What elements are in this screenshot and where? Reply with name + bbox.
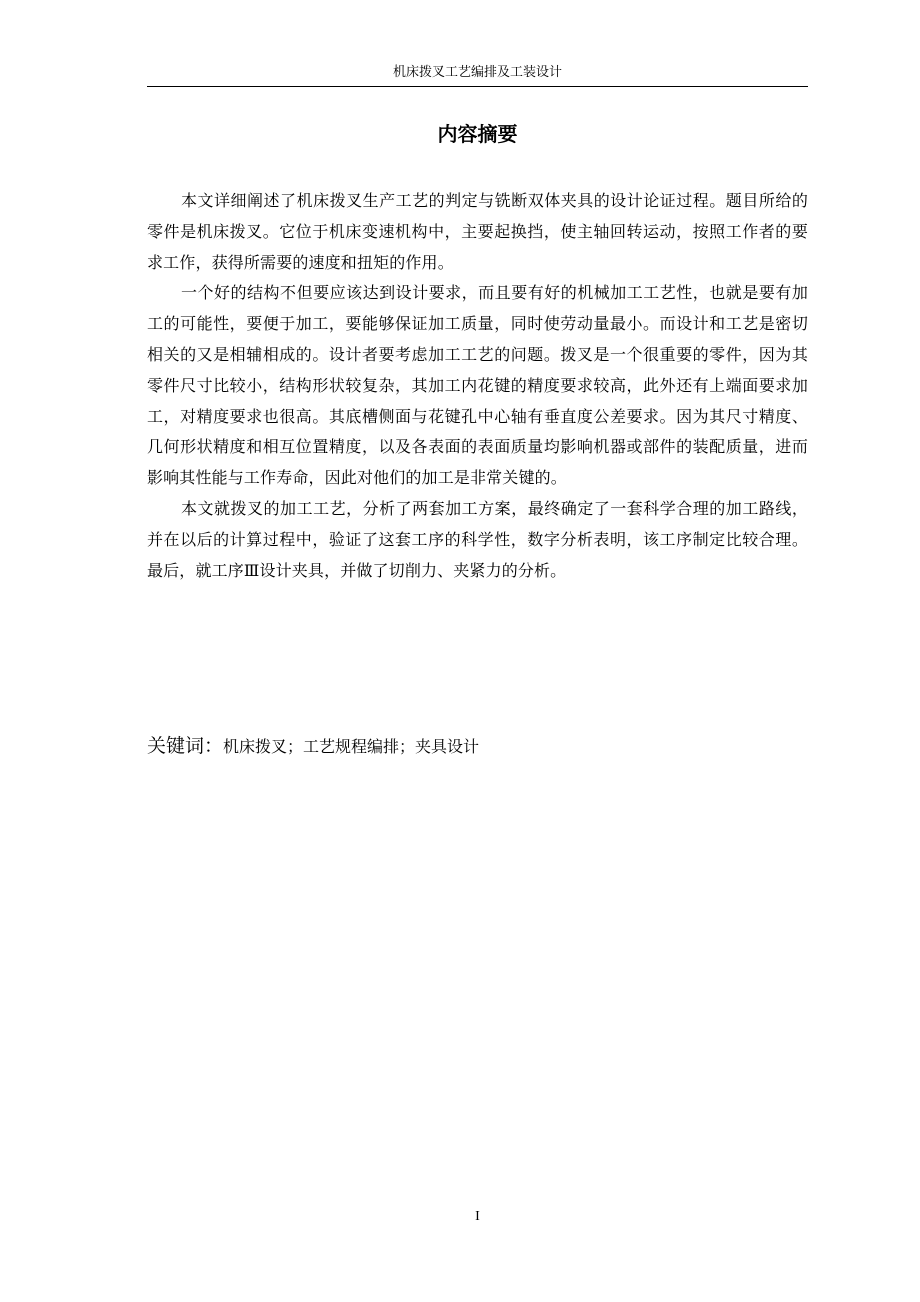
- keywords-value: 机床拨叉；工艺规程编排；夹具设计: [223, 737, 480, 756]
- abstract-body: [147, 186, 808, 586]
- running-header-title: 机床拨叉工艺编排及工装设计: [392, 65, 562, 80]
- page-title: 内容摘要: [437, 122, 518, 146]
- running-header: [147, 62, 808, 87]
- abstract-paragraph-2: 一个好的结构不但要应该达到设计要求，而且要有好的机械加工工艺性，也就是要有加工的可能性，要便于加工，要能够保证加工质量，同时使劳动量最小。而设计和工艺是密切相关的又是相辅相成的。设计者要考虑加工工艺的问题。拨叉是一个很重要的零件，因为其零件尺寸比较小，结构形状较复杂，其加工内花键的精度要求较高，此外还有上端面要求加工，对精度要求也很高。其底槽侧面与花键孔中心轴有垂直度公差要求。因为其尺寸精度、几何形状精度和相互位置精度，以及各表面的表面质量均影响机器或部件的装配质量，进而影响其性能与工作寿命，因此对他们的加工是非常关键的。: [147, 283, 808, 488]
- page-number: I: [475, 1209, 480, 1224]
- abstract-paragraph-1: 本文详细阐述了机床拨叉生产工艺的判定与铣断双体夹具的设计论证过程。题目所给的零件是机床拨叉。它位于机床变速机构中，主要起换挡，使主轴回转运动，按照工作者的要求工作，获得所需要的速度和扭矩的作用。: [147, 191, 808, 272]
- keywords-label: 关键词：: [147, 735, 224, 757]
- keywords-line: [147, 731, 808, 762]
- abstract-paragraph-3: 本文就拨叉的加工工艺，分析了两套加工方案，最终确定了一套科学合理的加工路线，并在以后的计算过程中，验证了这套工序的科学性，数字分析表明，该工序制定比较合理。最后，就工序Ⅲ设计夹具，并做了切削力、夹紧力的分析。: [147, 498, 808, 580]
